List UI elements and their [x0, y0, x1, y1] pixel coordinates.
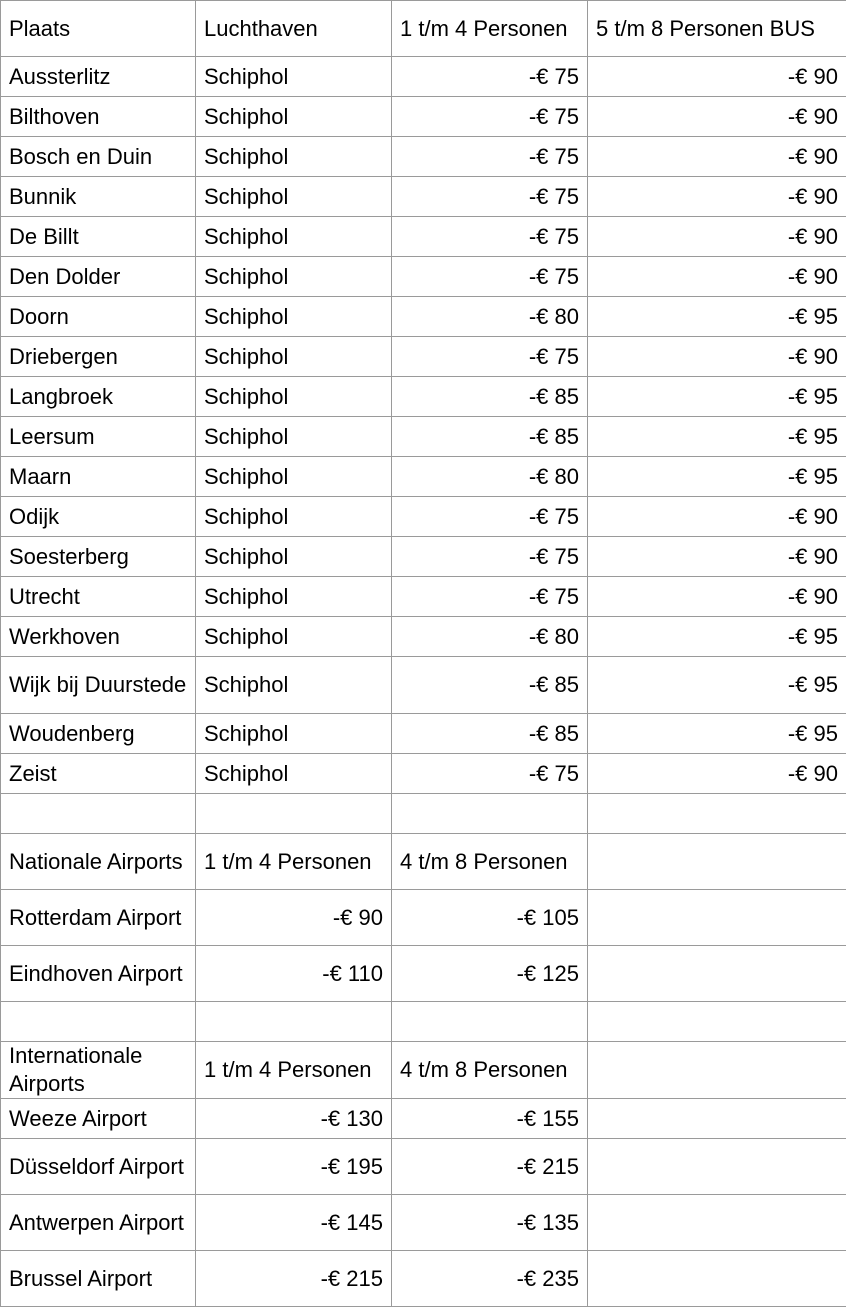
table-row: [1, 537, 846, 577]
price-1-4: -€ 110: [196, 946, 392, 1002]
empty-cell: [1, 794, 196, 834]
price-5-8: -€ 90: [588, 97, 846, 137]
airport-name: Schiphol: [196, 137, 392, 177]
empty-cell: [1, 1002, 196, 1042]
airport-name: Schiphol: [196, 577, 392, 617]
international-header-4-8: 4 t/m 8 Personen: [392, 1042, 588, 1099]
price-1-4: -€ 75: [392, 177, 588, 217]
place-name: Doorn: [1, 297, 196, 337]
empty-cell: [588, 946, 846, 1002]
price-4-8: -€ 135: [392, 1195, 588, 1251]
empty-cell: [588, 1002, 846, 1042]
price-5-8: -€ 90: [588, 257, 846, 297]
place-name: Zeist: [1, 754, 196, 794]
airport-name: Rotterdam Airport: [1, 890, 196, 946]
price-5-8: -€ 90: [588, 137, 846, 177]
place-name: Wijk bij Duurstede: [1, 657, 196, 714]
price-1-4: -€ 85: [392, 657, 588, 714]
header-luchthaven: Luchthaven: [196, 1, 392, 57]
table-row: [1, 714, 846, 754]
airport-name: Eindhoven Airport: [1, 946, 196, 1002]
price-5-8: -€ 95: [588, 714, 846, 754]
national-header-1-4: 1 t/m 4 Personen: [196, 834, 392, 890]
price-1-4: -€ 75: [392, 217, 588, 257]
price-5-8: -€ 90: [588, 537, 846, 577]
airport-name: Schiphol: [196, 97, 392, 137]
place-name: De Billt: [1, 217, 196, 257]
price-1-4: -€ 90: [196, 890, 392, 946]
table-row: [1, 1099, 846, 1139]
empty-row: [1, 1002, 846, 1042]
table-row: [1, 137, 846, 177]
table-row: [1, 497, 846, 537]
table-row: [1, 297, 846, 337]
price-5-8: -€ 95: [588, 297, 846, 337]
place-name: Werkhoven: [1, 617, 196, 657]
place-name: Den Dolder: [1, 257, 196, 297]
price-5-8: -€ 90: [588, 337, 846, 377]
airport-name: Schiphol: [196, 257, 392, 297]
place-name: Maarn: [1, 457, 196, 497]
airport-name: Schiphol: [196, 714, 392, 754]
price-1-4: -€ 85: [392, 377, 588, 417]
table-row: [1, 657, 846, 714]
header-plaats: Plaats: [1, 1, 196, 57]
price-1-4: -€ 75: [392, 537, 588, 577]
header-5-8-personen-bus: 5 t/m 8 Personen BUS: [588, 1, 846, 57]
airport-name: Schiphol: [196, 297, 392, 337]
empty-cell: [196, 1002, 392, 1042]
airport-name: Schiphol: [196, 537, 392, 577]
airport-name: Schiphol: [196, 337, 392, 377]
price-5-8: -€ 90: [588, 754, 846, 794]
empty-cell: [392, 794, 588, 834]
table-row: [1, 890, 846, 946]
table-row: [1, 97, 846, 137]
table-row: [1, 457, 846, 497]
table-row: [1, 217, 846, 257]
price-5-8: -€ 95: [588, 417, 846, 457]
place-name: Woudenberg: [1, 714, 196, 754]
table-row: [1, 1251, 846, 1307]
airport-name: Schiphol: [196, 754, 392, 794]
international-header-title: Internationale Airports: [1, 1042, 196, 1099]
header-1-4-personen: 1 t/m 4 Personen: [392, 1, 588, 57]
national-header-row: [1, 834, 846, 890]
price-5-8: -€ 90: [588, 217, 846, 257]
airport-name: Antwerpen Airport: [1, 1195, 196, 1251]
price-5-8: -€ 95: [588, 617, 846, 657]
empty-cell: [588, 1195, 846, 1251]
place-name: Aussterlitz: [1, 57, 196, 97]
table-row: [1, 1195, 846, 1251]
place-name: Utrecht: [1, 577, 196, 617]
national-header-4-8: 4 t/m 8 Personen: [392, 834, 588, 890]
airport-name: Schiphol: [196, 457, 392, 497]
airport-name: Schiphol: [196, 377, 392, 417]
international-header-1-4: 1 t/m 4 Personen: [196, 1042, 392, 1099]
price-1-4: -€ 80: [392, 297, 588, 337]
airport-name: Schiphol: [196, 57, 392, 97]
empty-cell: [588, 1099, 846, 1139]
price-4-8: -€ 215: [392, 1139, 588, 1195]
empty-cell: [588, 834, 846, 890]
price-5-8: -€ 95: [588, 657, 846, 714]
price-1-4: -€ 130: [196, 1099, 392, 1139]
price-1-4: -€ 75: [392, 577, 588, 617]
table-row: [1, 754, 846, 794]
price-1-4: -€ 80: [392, 457, 588, 497]
airport-name: Düsseldorf Airport: [1, 1139, 196, 1195]
table-row: [1, 177, 846, 217]
table-row: [1, 1139, 846, 1195]
price-1-4: -€ 75: [392, 137, 588, 177]
price-4-8: -€ 125: [392, 946, 588, 1002]
airport-name: Schiphol: [196, 417, 392, 457]
empty-row: [1, 794, 846, 834]
airport-name: Brussel Airport: [1, 1251, 196, 1307]
table-row: [1, 946, 846, 1002]
airport-name: Schiphol: [196, 617, 392, 657]
table-row: [1, 377, 846, 417]
price-1-4: -€ 75: [392, 337, 588, 377]
table-header-row: [1, 1, 846, 57]
price-5-8: -€ 90: [588, 577, 846, 617]
price-4-8: -€ 155: [392, 1099, 588, 1139]
price-1-4: -€ 85: [392, 714, 588, 754]
price-4-8: -€ 235: [392, 1251, 588, 1307]
place-name: Bilthoven: [1, 97, 196, 137]
airport-name: Schiphol: [196, 177, 392, 217]
empty-cell: [588, 1251, 846, 1307]
airport-name: Schiphol: [196, 217, 392, 257]
price-1-4: -€ 145: [196, 1195, 392, 1251]
place-name: Driebergen: [1, 337, 196, 377]
empty-cell: [588, 794, 846, 834]
place-name: Soesterberg: [1, 537, 196, 577]
price-5-8: -€ 90: [588, 57, 846, 97]
place-name: Langbroek: [1, 377, 196, 417]
table-row: [1, 57, 846, 97]
price-5-8: -€ 95: [588, 457, 846, 497]
place-name: Leersum: [1, 417, 196, 457]
empty-cell: [588, 1139, 846, 1195]
price-4-8: -€ 105: [392, 890, 588, 946]
empty-cell: [588, 890, 846, 946]
national-header-title: Nationale Airports: [1, 834, 196, 890]
empty-cell: [196, 794, 392, 834]
international-header-row: [1, 1042, 846, 1099]
price-1-4: -€ 75: [392, 57, 588, 97]
price-5-8: -€ 90: [588, 177, 846, 217]
price-1-4: -€ 85: [392, 417, 588, 457]
airport-name: Weeze Airport: [1, 1099, 196, 1139]
place-name: Odijk: [1, 497, 196, 537]
price-1-4: -€ 215: [196, 1251, 392, 1307]
price-1-4: -€ 75: [392, 754, 588, 794]
place-name: Bosch en Duin: [1, 137, 196, 177]
airport-name: Schiphol: [196, 657, 392, 714]
price-1-4: -€ 195: [196, 1139, 392, 1195]
table-row: [1, 337, 846, 377]
price-1-4: -€ 75: [392, 97, 588, 137]
price-5-8: -€ 95: [588, 377, 846, 417]
empty-cell: [588, 1042, 846, 1099]
price-1-4: -€ 80: [392, 617, 588, 657]
place-name: Bunnik: [1, 177, 196, 217]
price-1-4: -€ 75: [392, 257, 588, 297]
table-row: [1, 257, 846, 297]
empty-cell: [392, 1002, 588, 1042]
price-1-4: -€ 75: [392, 497, 588, 537]
table-row: [1, 617, 846, 657]
airport-name: Schiphol: [196, 497, 392, 537]
table-row: [1, 417, 846, 457]
price-5-8: -€ 90: [588, 497, 846, 537]
table-row: [1, 577, 846, 617]
